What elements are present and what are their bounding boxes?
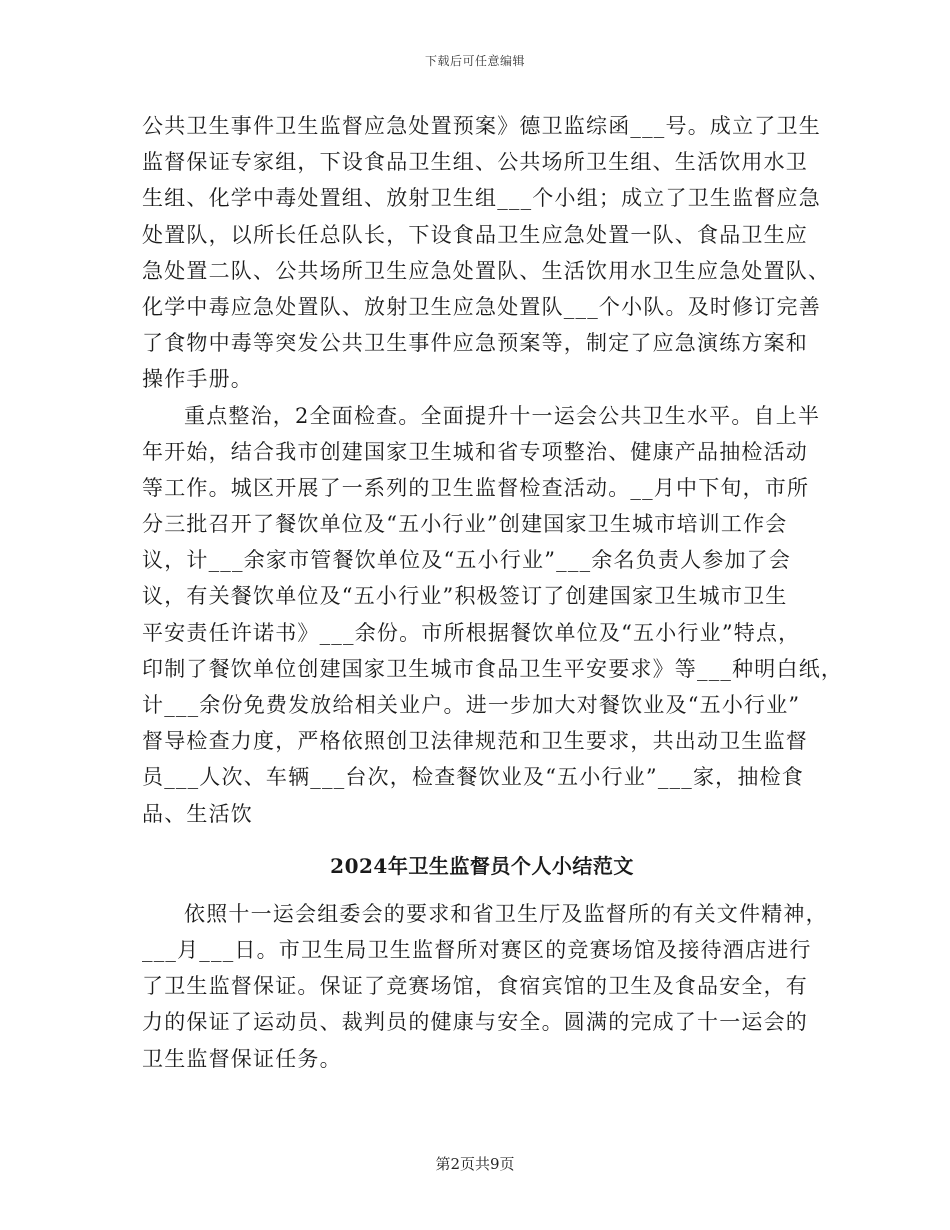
- text-line: 督导检查力度，严格依照创卫法律规范和卫生要求，共出动卫生监督: [142, 729, 808, 754]
- text-line: 生组、化学中毒处置组、放射卫生组___个小组；成立了卫生监督应急: [142, 186, 821, 211]
- paragraph-3: [142, 896, 828, 1077]
- text-line: 公共卫生事件卫生监督应急处置预案》德卫监综函___号。成立了卫生: [142, 114, 821, 138]
- text-line: 年开始，结合我市创建国家卫生城和省专项整治、健康产品抽检活动: [142, 439, 808, 464]
- text-line: 议，有关餐饮单位及“五小行业”积极签订了创建国家卫生城市卫生: [142, 584, 788, 609]
- text-line: 了卫生监督保证。保证了竞赛场馆，食宿宾馆的卫生及食品安全，有: [142, 974, 808, 999]
- paragraph-2: [142, 398, 844, 832]
- text-line: 分三批召开了餐饮单位及“五小行业”创建国家卫生城市培训工作会: [142, 512, 788, 537]
- page-number: 第2页共9页: [435, 1155, 515, 1173]
- text-line: 急处置二队、公共场所卫生应急处置队、生活饮用水卫生应急处置队、: [142, 258, 831, 283]
- text-line: 等工作。城区开展了一系列的卫生监督检查活动。__月中下旬，市所: [142, 475, 810, 500]
- section-title: 2024年卫生监督员个人小结范文: [330, 853, 634, 878]
- text-line: 印制了餐饮单位创建国家卫生城市食品卫生平安要求》等___种明白纸，: [142, 656, 844, 681]
- text-line: 平安责任许诺书》___余份。市所根据餐饮单位及“五小行业”特点，: [142, 620, 801, 645]
- document-body: [142, 108, 844, 1077]
- text-line: 品、生活饮: [142, 801, 253, 826]
- text-line: 化学中毒应急处置队、放射卫生应急处置队___个小队。及时修订完善: [142, 294, 821, 319]
- paragraph-1: [142, 108, 831, 398]
- text-line: 操作手册。: [142, 367, 253, 392]
- text-line: ___月___日。市卫生局卫生监督所对赛区的竞赛场馆及接待酒店进行: [142, 937, 812, 962]
- text-line: 依照十一运会组委会的要求和省卫生厅及监督所的有关文件精神，: [184, 901, 828, 926]
- text-line: 议，计___余家市管餐饮单位及“五小行业”___余名负责人参加了会: [142, 548, 792, 573]
- text-line: 力的保证了运动员、裁判员的健康与安全。圆满的完成了十一运会的: [142, 1010, 808, 1035]
- text-line: 计___余份免费发放给相关业户。进一步加大对餐饮业及“五小行业”: [142, 693, 801, 717]
- text-line: 卫生监督保证任务。: [142, 1046, 342, 1071]
- text-line: 员___人次、车辆___台次，检查餐饮业及“五小行业”___家，抽检食: [142, 765, 804, 790]
- text-line: 了食物中毒等突发公共卫生事件应急预案等，制定了应急演练方案和: [142, 331, 808, 356]
- text-line: 监督保证专家组，下设食品卫生组、公共场所卫生组、生活饮用水卫: [142, 150, 808, 175]
- text-line: 重点整治，2全面检查。全面提升十一运会公共卫生水平。自上半: [184, 403, 821, 428]
- page-header: 下载后可任意编辑: [424, 54, 525, 68]
- text-line: 处置队，以所长任总队长，下设食品卫生应急处置一队、食品卫生应: [142, 222, 808, 247]
